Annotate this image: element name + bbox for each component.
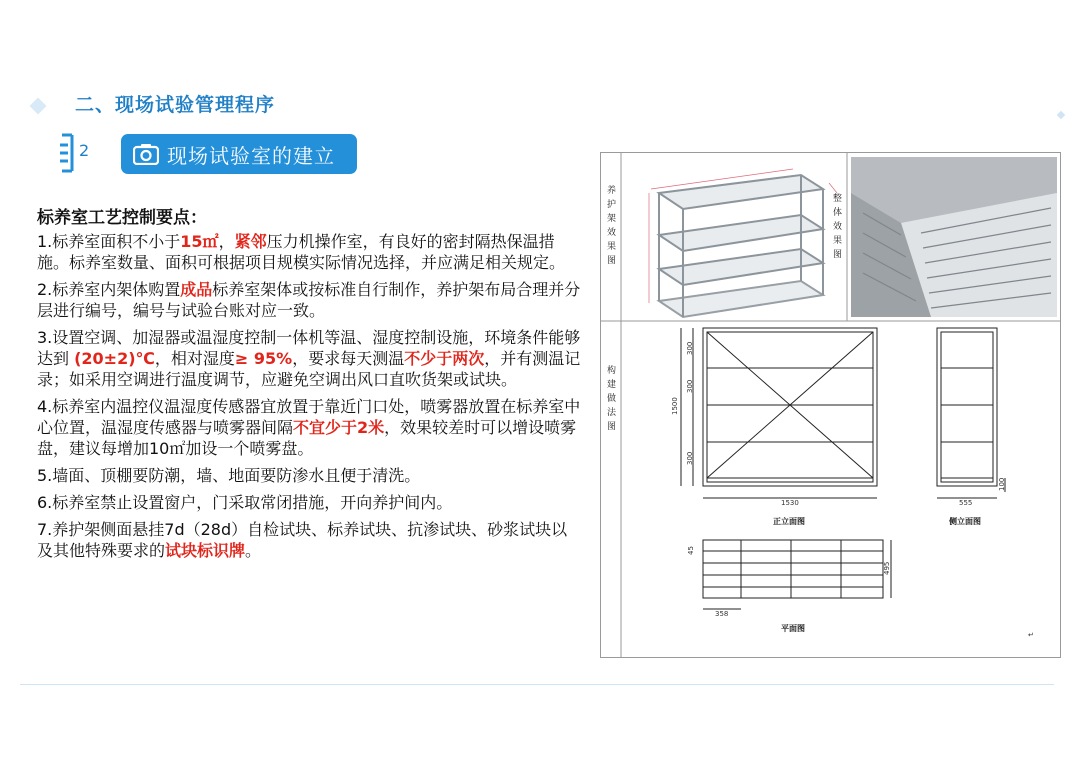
subsection-title: 现场试验室的建立	[167, 143, 335, 168]
dim-front-height: 1500	[671, 397, 679, 415]
point-3: 3.设置空调、加湿器或温湿度控制一体机等温、湿度控制设施，环境条件能够达到 (20±2)℃，相对湿度≥ 95%，要求每天测温不少于两次，并有测温记录；如采用空调进行温度调节，应避免空调出风口直吹货架或试块。	[37, 328, 581, 389]
section-title: 二、现场试验管理程序	[75, 94, 276, 116]
footer-divider	[20, 684, 1054, 685]
section-number: 2	[79, 141, 90, 160]
caption-front-elevation: 正立面图	[773, 517, 805, 526]
dim-side-width: 555	[959, 499, 973, 507]
point-5: 5.墙面、顶棚要防潮，墙、地面要防渗水且便于清洗。	[37, 466, 421, 485]
dim-side-small: 100	[998, 477, 1006, 491]
camera-icon	[133, 143, 159, 165]
label-shelf-effect: 养护架效果图	[607, 186, 617, 266]
dim-plan-height: 495	[883, 561, 891, 575]
front-elevation-drawing	[681, 328, 877, 498]
section-number-badge	[56, 131, 96, 175]
control-points-text	[37, 208, 582, 567]
shelf-drawing-figure	[600, 152, 1061, 658]
content-heading: 标养室工艺控制要点：	[37, 208, 207, 228]
dim-front-300c: 300	[686, 451, 694, 465]
point-6: 6.标养室禁止设置窗户，门采取常闭措施，开向养护间内。	[37, 493, 453, 512]
caption-plan: 平面图	[781, 624, 805, 633]
dim-front-300a: 300	[686, 341, 694, 355]
point-1: 1.标养室面积不小于15㎡，紧邻压力机操作室，有良好的密封隔热保温措施。标养室数量、面积可根据项目规模实际情况选择，并应满足相关规定。	[37, 232, 566, 272]
plan-drawing	[703, 540, 891, 609]
decorative-diamond	[30, 98, 47, 115]
dim-plan-left: 45	[687, 546, 695, 555]
shelf-drawings	[601, 153, 1060, 657]
decorative-diamond-right	[1057, 111, 1065, 119]
caption-side-elevation: 侧立面图	[949, 517, 981, 526]
point-4: 4.标养室内温控仪温湿度传感器宜放置于靠近门口处，喷雾器放置在标养室中心位置，温湿度传感器与喷雾器间隔不宜少于2米，效果较差时可以增设喷雾盘，建议每增加10㎡加设一个喷雾盘。	[37, 397, 581, 458]
dim-front-width: 1530	[781, 499, 799, 507]
bracket-icon	[56, 131, 96, 175]
subsection-banner	[121, 134, 357, 174]
shelf-3d-render	[659, 175, 823, 317]
return-mark: ↵	[1028, 631, 1034, 639]
dim-plan-bottom: 358	[715, 610, 729, 618]
point-7: 7.养护架侧面悬挂7d（28d）自检试块、标养试块、抗渗试块、砂浆试块以及其他特殊要求的试块标识牌。	[37, 520, 568, 560]
label-construction-method: 构建做法图	[607, 366, 617, 432]
dim-front-300b: 300	[686, 379, 694, 393]
point-2: 2.标养室内架体购置成品标养室架体或按标准自行制作，养护架布局合理并分层进行编号，编号与试验台账对应一致。	[37, 280, 581, 320]
room-3d-render	[851, 157, 1057, 317]
label-overall-effect: 整体效果图	[833, 194, 843, 260]
side-elevation-drawing	[937, 328, 1005, 498]
